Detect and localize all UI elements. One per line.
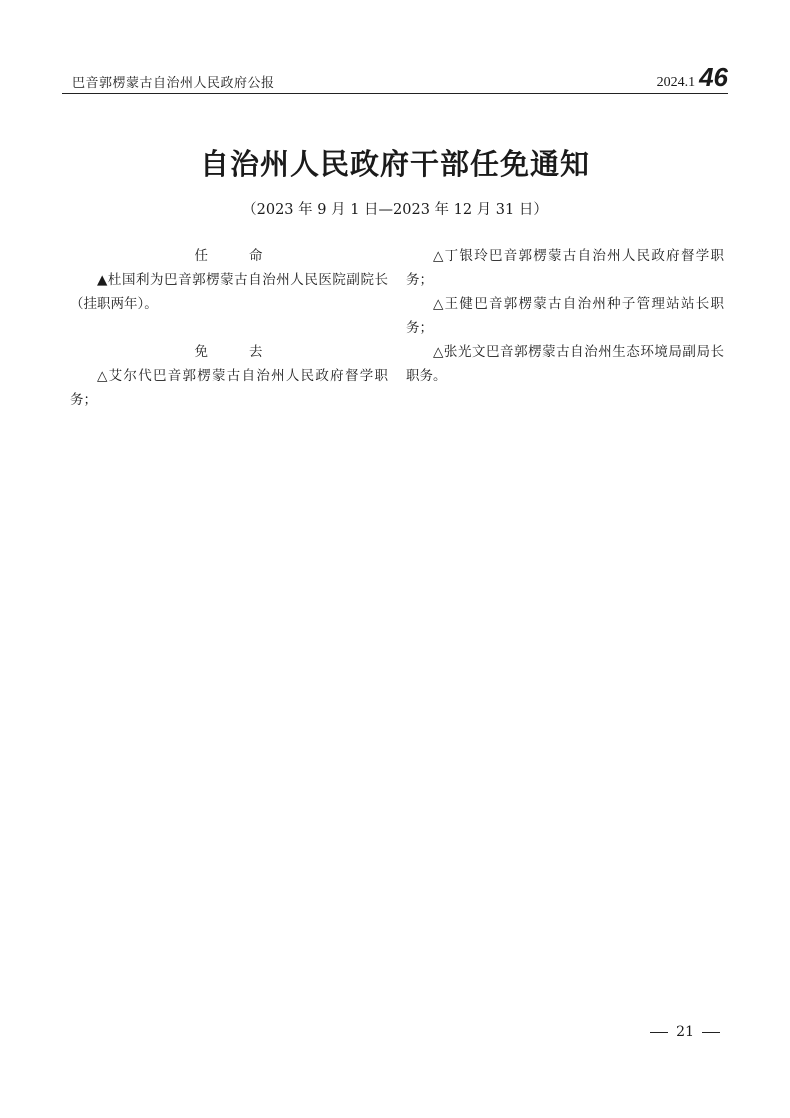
dismiss-item: △王健巴音郭楞蒙古自治州种子管理站站长职务； (406, 296, 724, 336)
issue-date: 2024.1 (656, 75, 696, 90)
appoint-heading (70, 244, 388, 268)
dismiss-heading-char-2: 去 (249, 344, 264, 360)
header-divider (62, 93, 728, 94)
footer-dash-right (702, 1032, 720, 1033)
page-footer (650, 1024, 720, 1040)
appoint-heading-char-1: 任 (194, 248, 209, 264)
dismiss-item: △丁银玲巴音郭楞蒙古自治州人民政府督学职务； (406, 248, 724, 288)
page-number: 21 (676, 1024, 694, 1040)
dismiss-item: △张光文巴音郭楞蒙古自治州生态环境局副局长职务。 (406, 344, 724, 384)
page-title: 自治州人民政府干部任免通知 (199, 147, 590, 181)
issue-number: 46 (699, 62, 728, 92)
issue-info (657, 62, 728, 93)
dismiss-item: △艾尔代巴音郭楞蒙古自治州人民政府督学职务； (70, 368, 388, 408)
journal-name: 巴音郭楞蒙古自治州人民政府公报 (72, 76, 275, 91)
appoint-heading-char-2: 命 (249, 248, 264, 264)
date-range: （2023 年 9 月 1 日—2023 年 12 月 31 日） (242, 202, 548, 218)
dismiss-heading-char-1: 免 (194, 344, 209, 360)
left-column (70, 244, 388, 412)
footer-dash-left (650, 1032, 668, 1033)
right-column (406, 244, 724, 388)
appoint-item: ▲杜国利为巴音郭楞蒙古自治州人民医院副院长（挂职两年）。 (70, 272, 388, 312)
dismiss-heading (70, 340, 388, 364)
